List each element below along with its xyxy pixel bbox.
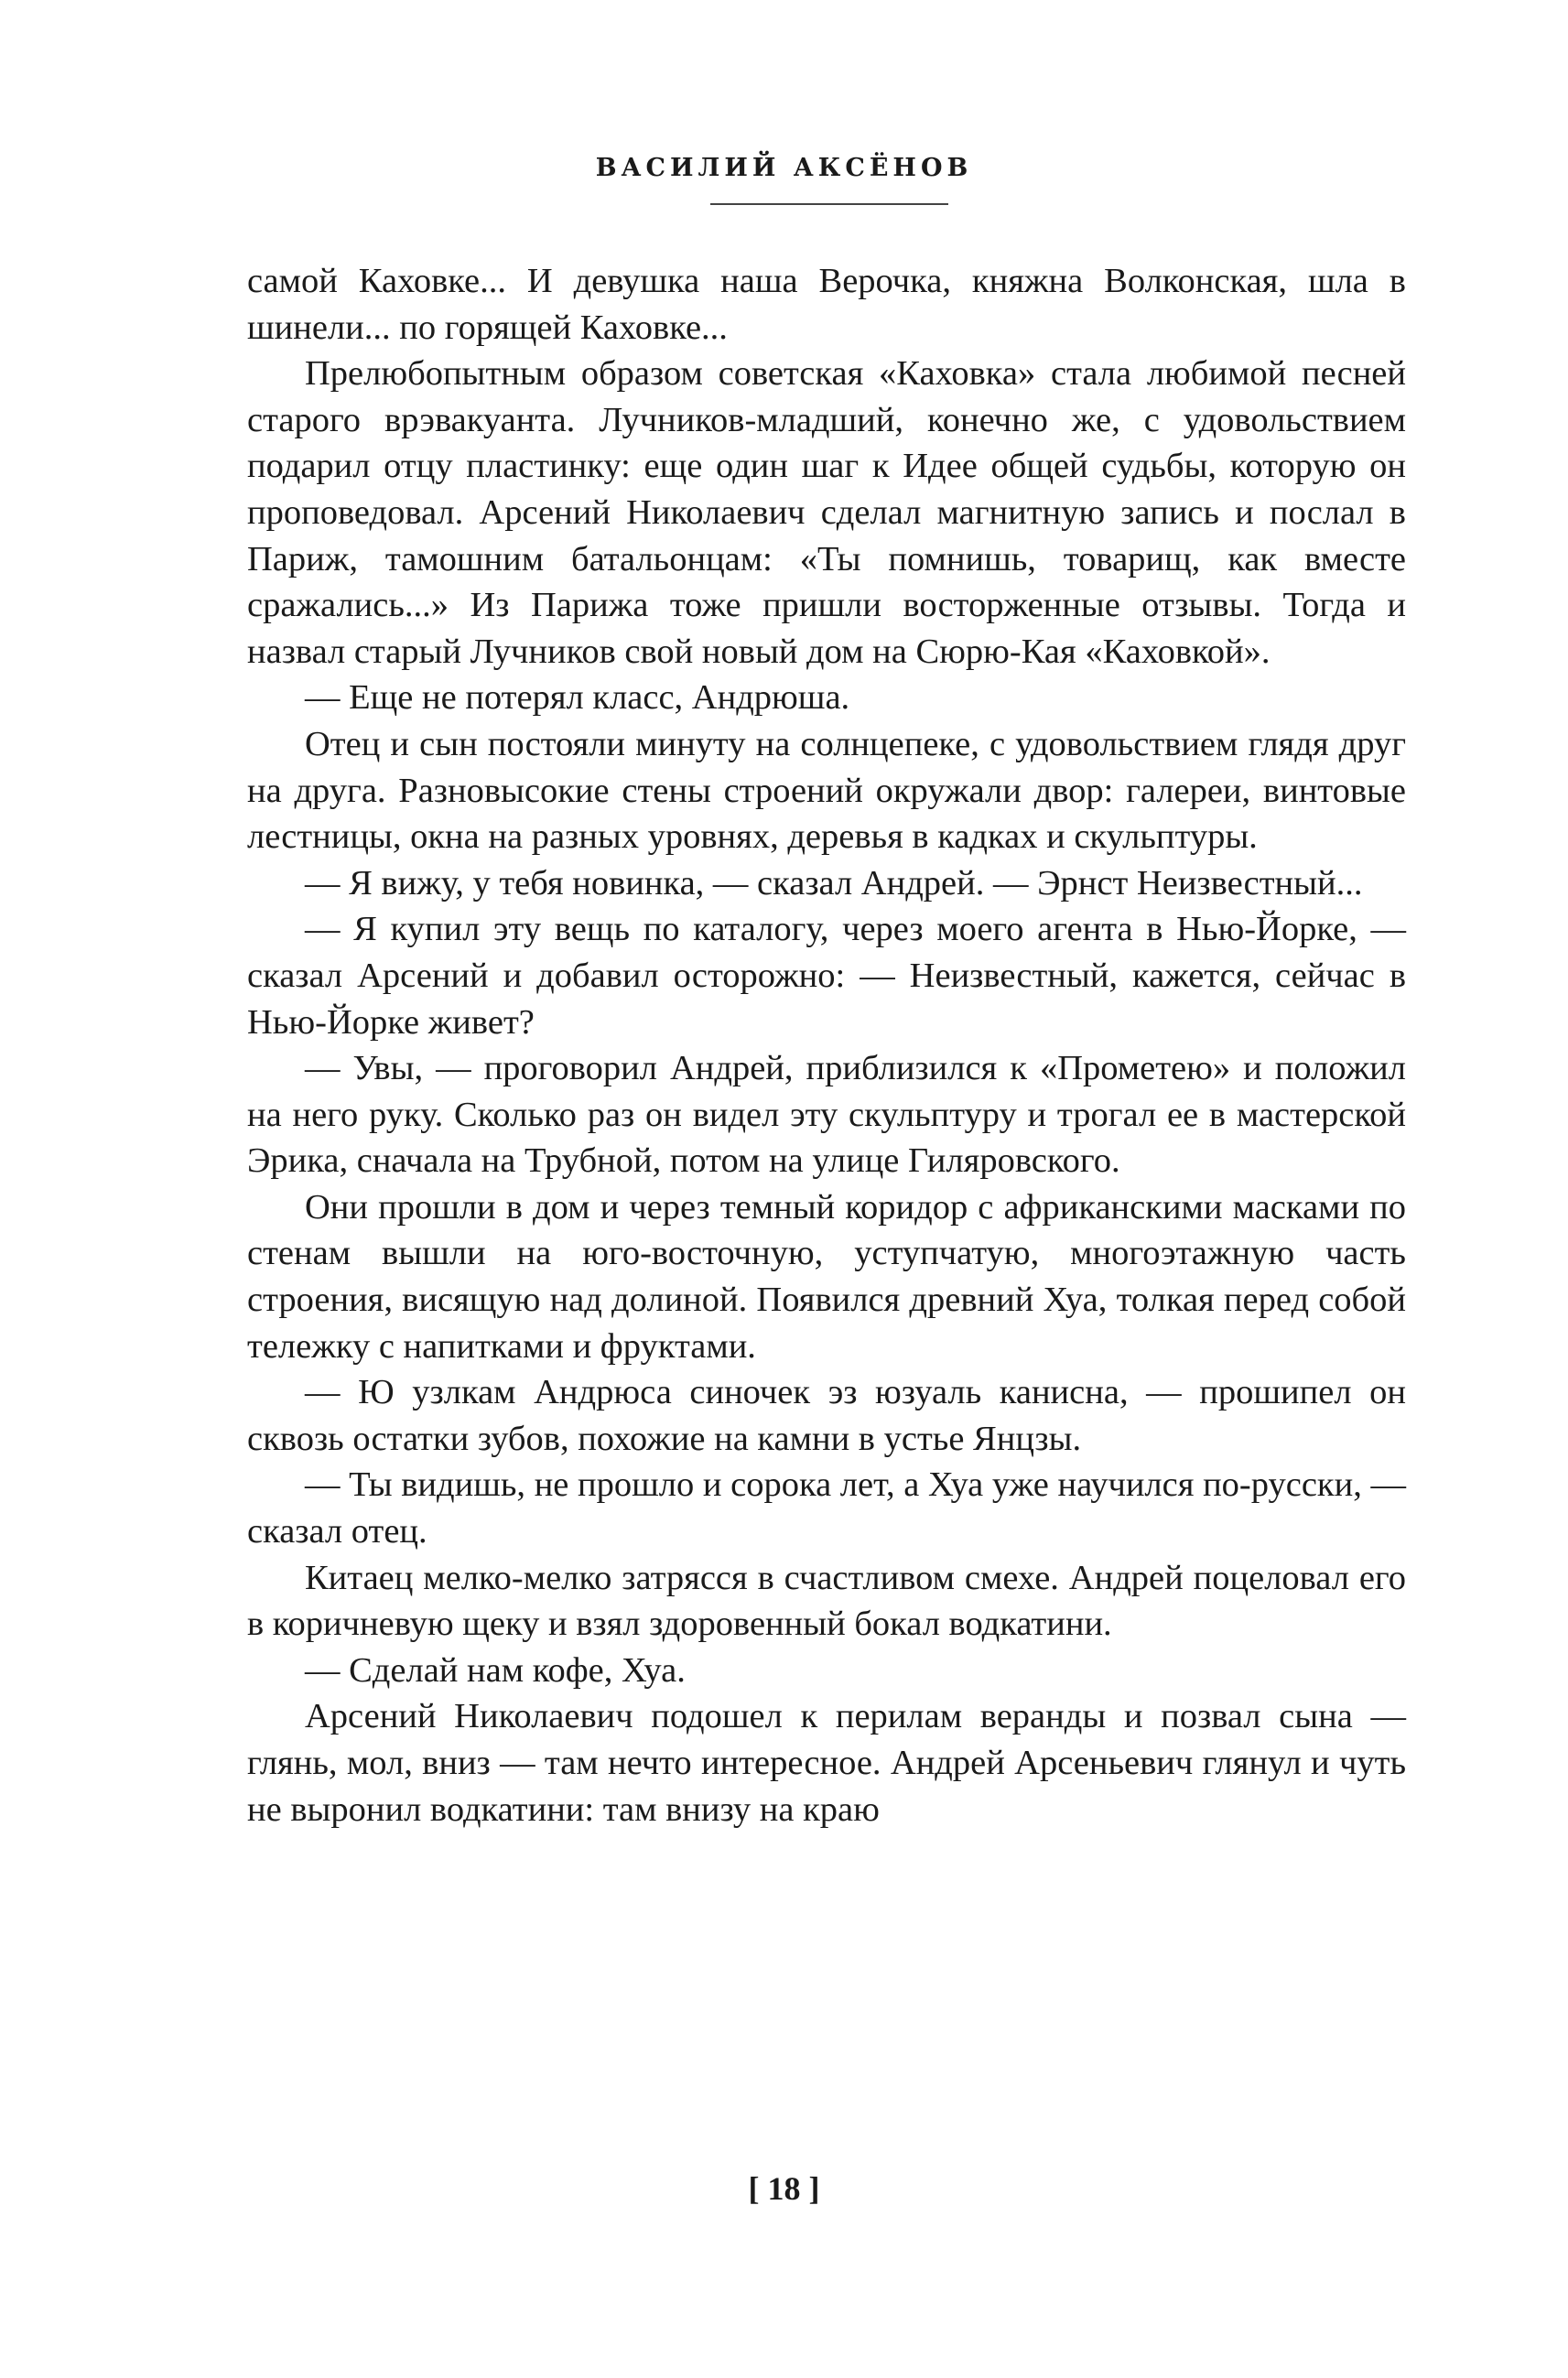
paragraph: Прелюбопытным образом советская «Каховка» стала любимой песней старого врэвакуанта. Лучников-младший, конечно же, с удовольствием подарил отцу пластинку: еще один шаг к Идее общей судьбы, которую он проповедовал. Арсений Николаевич сделал магнитную запись и послал в Париж, тамошним батальонцам: «Ты помнишь, товарищ, как вместе сражались...» Из Парижа тоже пришли восторженные отзывы. Тогда и назвал старый Лучников свой новый дом на Сюрю-Кая «Каховкой». — [247, 354, 1406, 671]
running-head-author: ВАСИЛИЙ АКСЁНОВ — [595, 154, 973, 182]
page-number: [ 18 ] — [748, 2170, 820, 2207]
paragraph: — Я вижу, у тебя новинка, — сказал Андрей. — Эрнст Неизвестный... — [305, 863, 1363, 903]
paragraph: — Еще не потерял класс, Андрюша. — [305, 678, 850, 718]
paragraph: Китаец мелко-мелко затрясся в счастливом смехе. Андрей поцеловал его в коричневую щеку и взял здоровенный бокал водкатини. — [247, 1558, 1406, 1644]
paragraph: — Я купил эту вещь по каталогу, через моего агента в Нью-Йорке, — сказал Арсений и добавил осторожно: — Неизвестный, кажется, сейчас в Нью-Йорке живет? — [247, 910, 1406, 1042]
paragraph: — Увы, — проговорил Андрей, приблизился к «Прометею» и положил на него руку. Сколько раз он видел эту скульптуру и трогал ее в мастерской Эрика, сначала на Трубной, потом на улице Гиляровского. — [247, 1049, 1406, 1181]
body-text — [247, 258, 1406, 1832]
paragraph: самой Каховке... И девушка наша Верочка, княжна Волконская, шла в шинели... по горящей Каховке... — [247, 262, 1406, 347]
paragraph: — Ты видишь, не прошло и сорока лет, а Хуа уже научился по-русски, — сказал отец. — [247, 1465, 1406, 1551]
paragraph: Они прошли в дом и через темный коридор с африканскими масками по стенам вышли на юго-восточную, уступчатую, многоэтажную часть строения, висящую над долиной. Появился древний Хуа, толкая перед собой тележку с напитками и фруктами. — [247, 1187, 1406, 1366]
paragraph: Арсений Николаевич подошел к перилам веранды и позвал сына — глянь, мол, вниз — там нечто интересное. Андрей Арсеньевич глянул и чуть не выронил водкатини: там внизу на краю — [247, 1697, 1406, 1829]
header-rule — [710, 203, 948, 205]
paragraph: — Ю узлкам Андрюса синочек эз юзуаль канисна, — прошипел он сквозь остатки зубов, похожие на камни в устье Янцзы. — [247, 1373, 1406, 1458]
paragraph: — Сделай нам кофе, Хуа. — [305, 1650, 686, 1690]
paragraph: Отец и сын постояли минуту на солнцепеке, с удовольствием глядя друг на друга. Разновысокие стены строений окружали двор: галереи, винтовые лестницы, окна на разных уровнях, деревья в кадках и скульптуры. — [247, 724, 1406, 857]
